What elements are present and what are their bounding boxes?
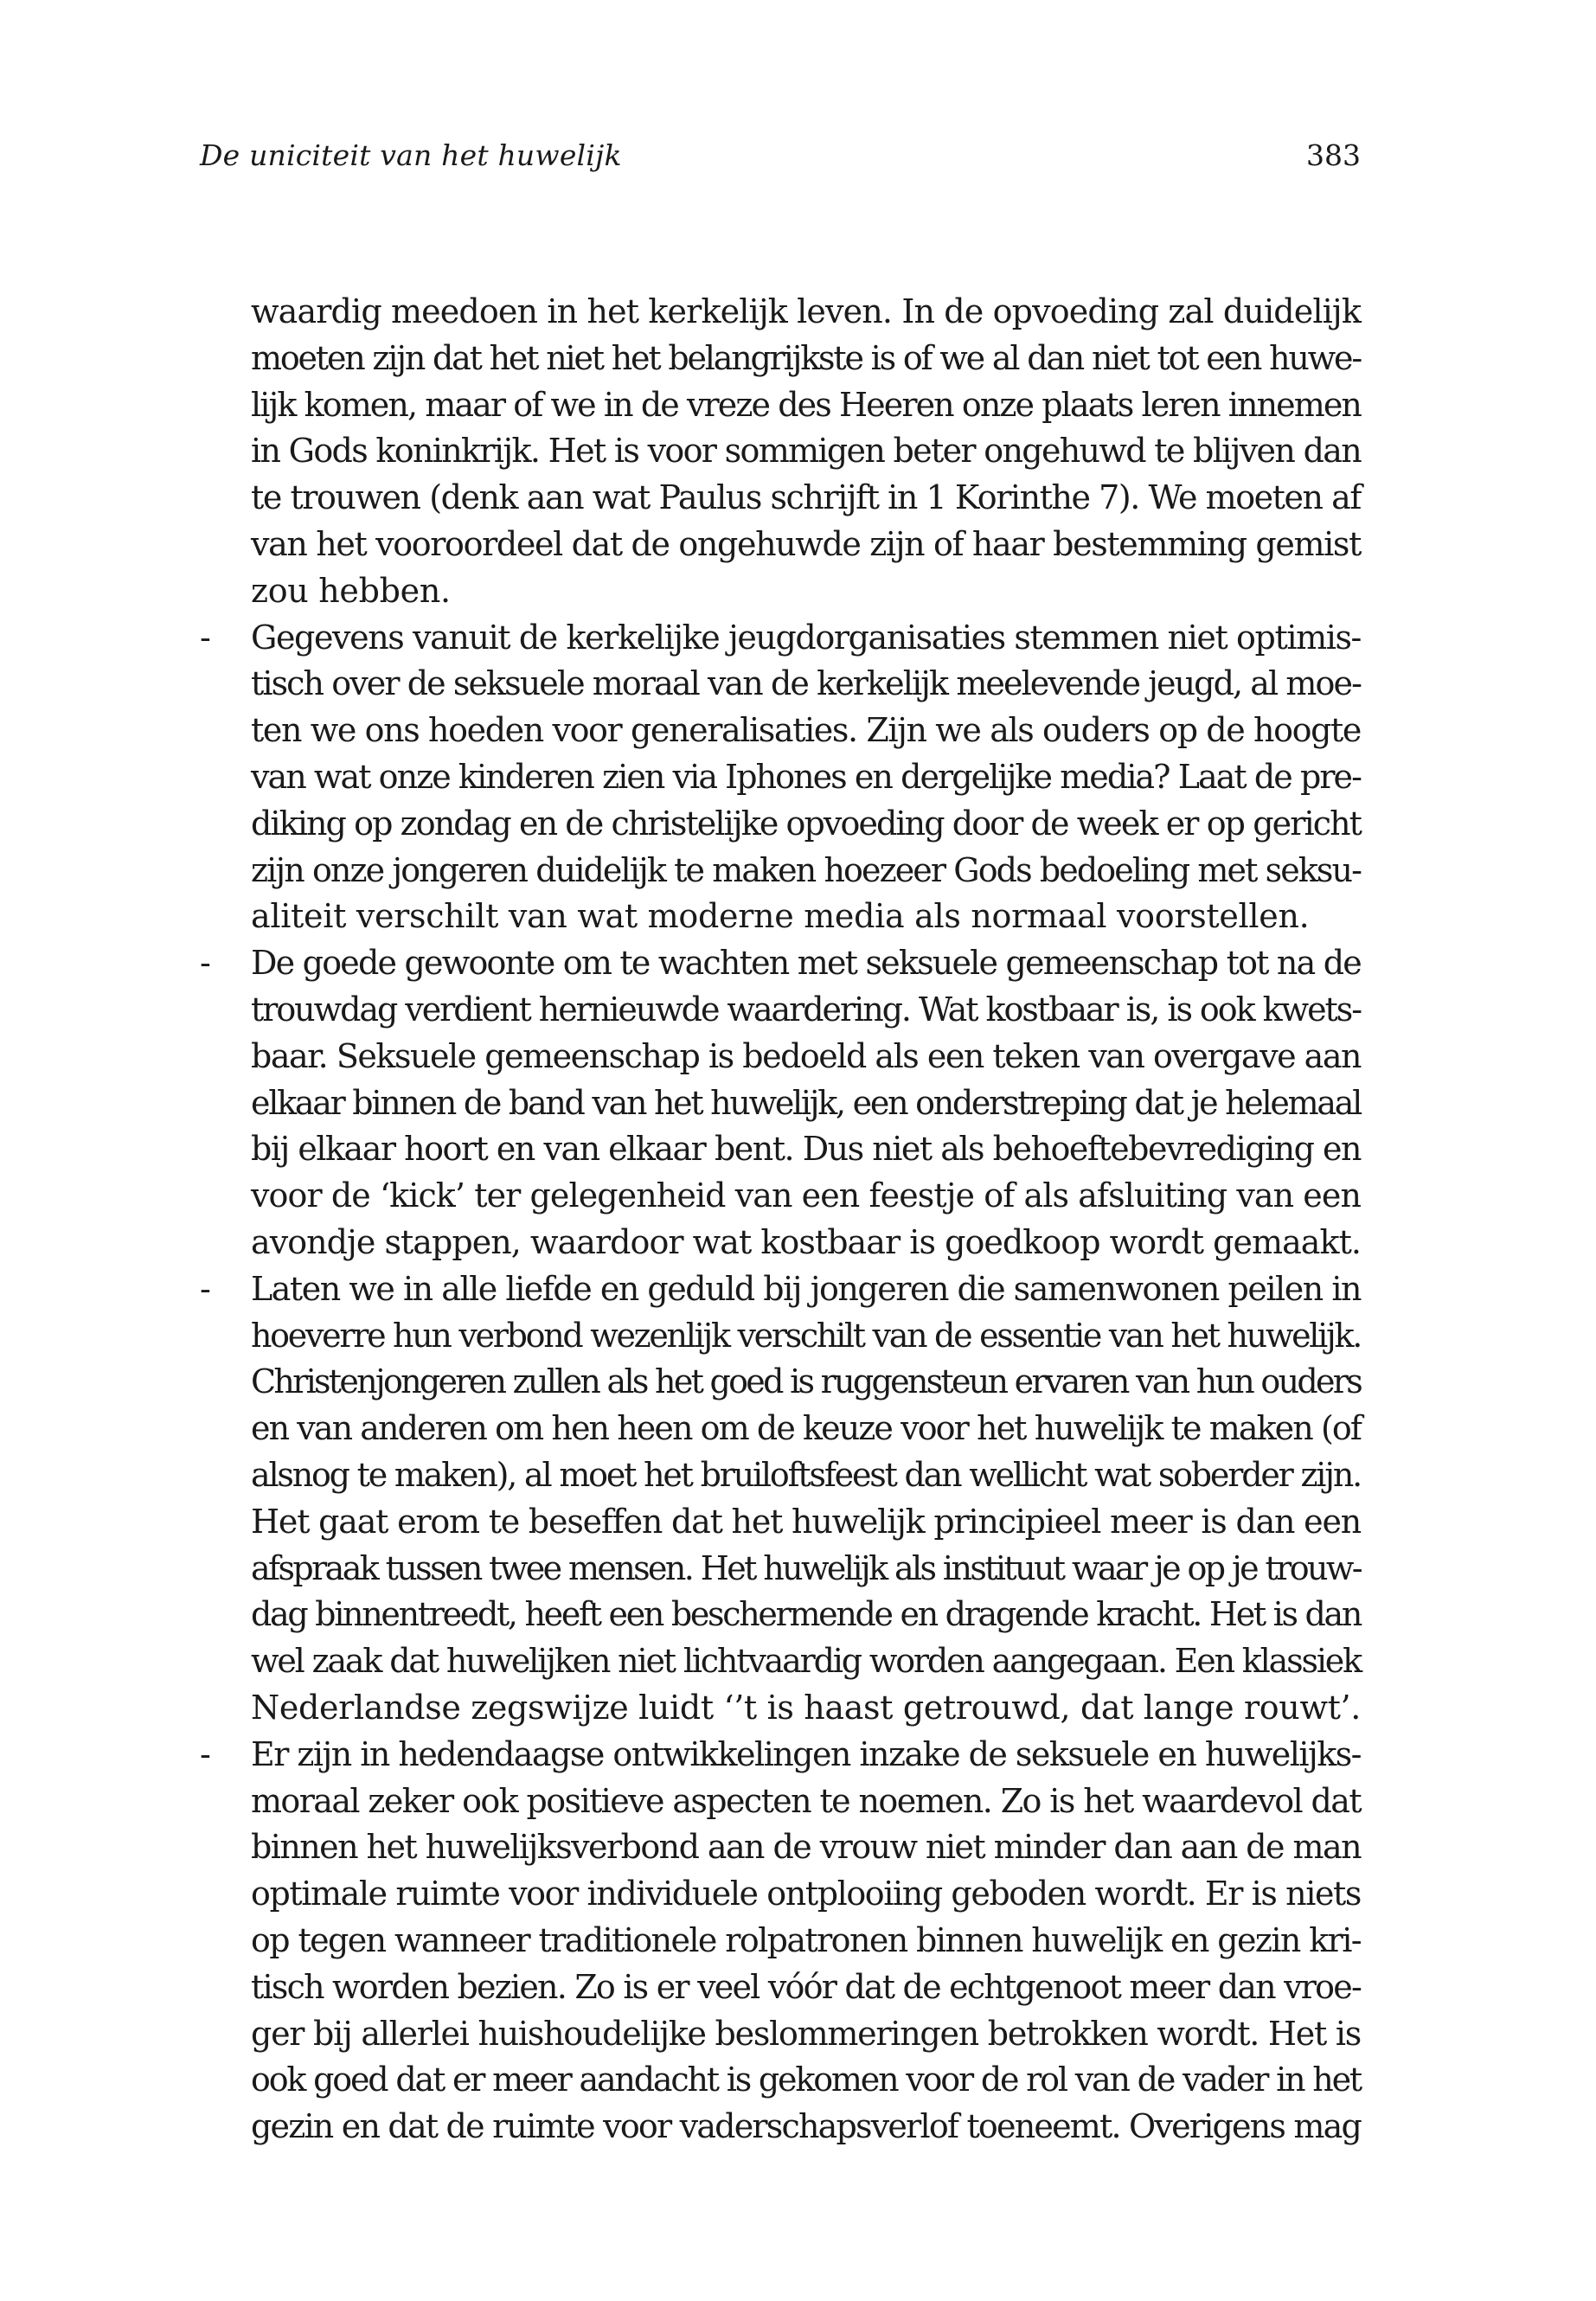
paragraph-line: lijk komen, maar of we in de vreze des Heeren onze plaats leren innemen — [251, 386, 1361, 424]
list-item-line: voor de ‘kick’ ter gelegenheid van een feestje of als afsluiting van een — [251, 1176, 1361, 1215]
list-item-line: bij elkaar hoort en van elkaar bent. Dus niet als behoeftebevrediging en — [251, 1130, 1361, 1168]
list-item-line: alsnog te maken), al moet het bruiloftsfeest dan wellicht wat soberder zijn. — [251, 1456, 1361, 1494]
list-item-line: zijn onze jongeren duidelijk te maken hoezeer Gods bedoeling met seksu- — [251, 851, 1361, 889]
list-item-line: wel zaak dat huwelijken niet lichtvaardig worden aangegaan. Een klassiek — [251, 1642, 1361, 1680]
list-item-line: elkaar binnen de band van het huwelijk, een onderstreping dat je helemaal — [251, 1084, 1361, 1122]
paragraph-line: van het vooroordeel dat de ongehuwde zijn of haar bestemming gemist — [251, 525, 1361, 563]
list-item-line: Gegevens vanuit de kerkelijke jeugdorganisaties stemmen niet optimis- — [251, 619, 1361, 657]
list-item-line: en van anderen om hen heen om de keuze voor het huwelijk te maken (of — [251, 1409, 1361, 1447]
list-item-line: dag binnentreedt, heeft een beschermende en dragende kracht. Het is dan — [251, 1595, 1361, 1633]
list-item-line: avondje stappen, waardoor wat kostbaar is goedkoop wordt gemaakt. — [251, 1223, 1361, 1261]
list-item-line: op tegen wanneer traditionele rolpatronen binnen huwelijk en gezin kri- — [251, 1921, 1361, 1959]
list-item-line: diking op zondag en de christelijke opvoeding door de week er op gericht — [251, 804, 1361, 843]
running-title: De uniciteit van het huwelijk — [200, 138, 622, 172]
paragraph-line: waardig meedoen in het kerkelijk leven. In de opvoeding zal duidelijk — [251, 292, 1361, 330]
list-item-line: baar. Seksuele gemeenschap is bedoeld als een teken van overgave aan — [251, 1037, 1361, 1075]
list-item-line: tisch worden bezien. Zo is er veel vóór dat de echtgenoot meer dan vroe- — [251, 1968, 1361, 2006]
list-item-line: Laten we in alle liefde en geduld bij jongeren die samenwonen peilen in — [251, 1270, 1361, 1308]
list-item-line: van wat onze kinderen zien via Iphones en dergelijke media? Laat de pre- — [251, 758, 1361, 796]
list-bullet-marker: - — [200, 619, 211, 657]
list-bullet-marker: - — [200, 1735, 211, 1773]
paragraph-line: moeten zijn dat het niet het belangrijkste is of we al dan niet tot een huwe- — [251, 339, 1361, 377]
list-bullet-marker: - — [200, 944, 211, 982]
page-number: 383 — [1306, 138, 1361, 172]
list-item-line: Er zijn in hedendaagse ontwikkelingen inzake de seksuele en huwelijks- — [251, 1735, 1361, 1773]
list-item-line: hoeverre hun verbond wezenlijk verschilt van de essentie van het huwelijk. — [251, 1317, 1361, 1355]
list-item-line: afspraak tussen twee mensen. Het huwelijk als instituut waar je op je trouw- — [251, 1549, 1361, 1587]
list-item-line: Christenjongeren zullen als het goed is ruggensteun ervaren van hun ouders — [251, 1362, 1361, 1400]
list-item-line: gezin en dat de ruimte voor vaderschapsverlof toeneemt. Overigens mag — [251, 2107, 1361, 2145]
list-item-line: ten we ons hoeden voor generalisaties. Zijn we als ouders op de hoogte — [251, 711, 1361, 749]
list-item-line: trouwdag verdient hernieuwde waardering. Wat kostbaar is, is ook kwets- — [251, 990, 1361, 1029]
list-item-line: De goede gewoonte om te wachten met seksuele gemeenschap tot na de — [251, 944, 1361, 982]
paragraph-line: zou hebben. — [251, 572, 451, 610]
running-head — [200, 138, 1361, 182]
list-item-line: tisch over de seksuele moraal van de kerkelijk meelevende jeugd, al moe- — [251, 664, 1361, 702]
paragraph-line: in Gods koninkrijk. Het is voor sommigen beter ongehuwd te blijven dan — [251, 432, 1361, 470]
list-item-line: Het gaat erom te beseffen dat het huwelijk principieel meer is dan een — [251, 1503, 1361, 1541]
list-item-line: aliteit verschilt van wat moderne media als normaal voorstellen. — [251, 897, 1310, 935]
list-bullet-marker: - — [200, 1270, 211, 1308]
list-item-line: moraal zeker ook positieve aspecten te noemen. Zo is het waardevol dat — [251, 1782, 1361, 1820]
list-item-line: binnen het huwelijksverbond aan de vrouw niet minder dan aan de man — [251, 1828, 1361, 1866]
paragraph-line: te trouwen (denk aan wat Paulus schrijft in 1 Korinthe 7). We moeten af — [251, 478, 1361, 516]
list-item-line: ger bij allerlei huishoudelijke beslommeringen betrokken wordt. Het is — [251, 2015, 1361, 2053]
list-item-line: ook goed dat er meer aandacht is gekomen voor de rol van de vader in het — [251, 2061, 1361, 2099]
list-item-line: optimale ruimte voor individuele ontplooiing geboden wordt. Er is niets — [251, 1875, 1361, 1913]
list-item-line: Nederlandse zegswijze luidt ‘’t is haast getrouwd, dat lange rouwt’. — [251, 1689, 1361, 1727]
